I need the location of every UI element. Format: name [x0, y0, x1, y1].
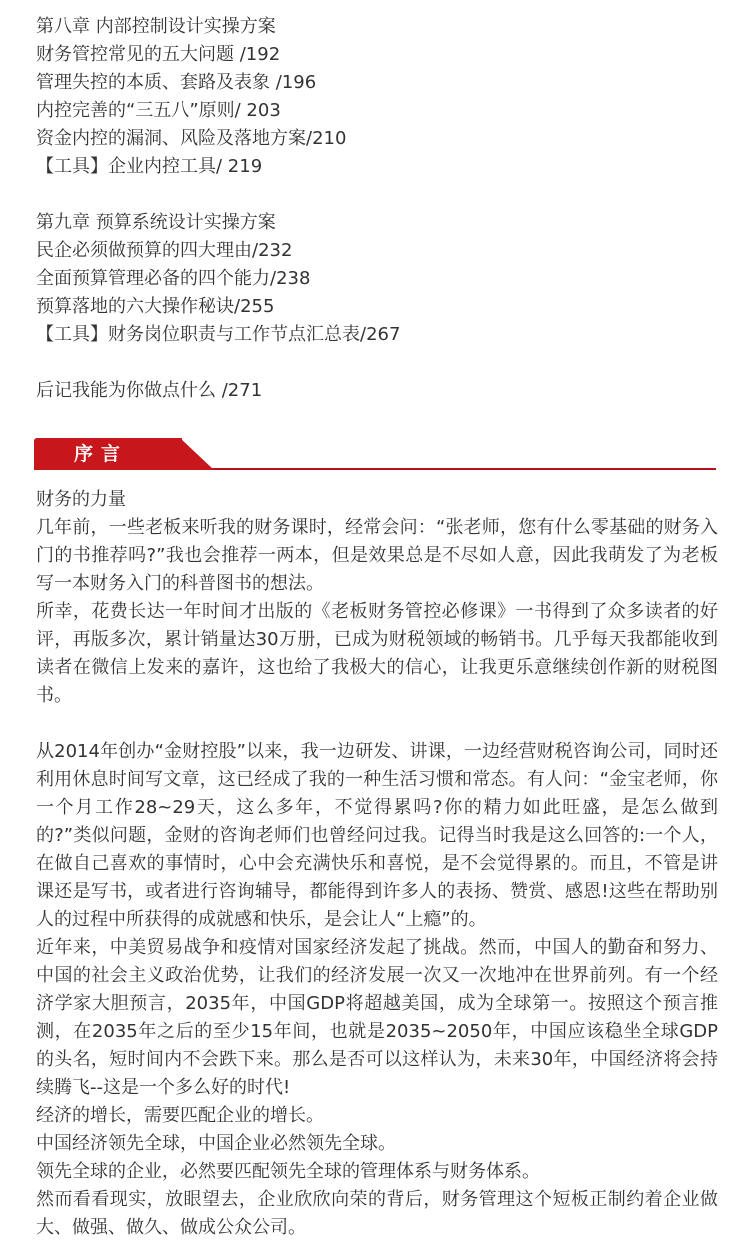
paragraph: 领先全球的企业，必然要匹配领先全球的管理体系与财务体系。 — [36, 1161, 540, 1182]
toc-item: 管理失控的本质、套路及表象 /196 — [36, 72, 317, 93]
toc-item: 【工具】财务岗位职责与工作节点汇总表/267 — [36, 324, 401, 345]
paragraph: 从2014年创办“金财控股”以来，我一边研发、讲课，一边经营财税咨询公司，同时还利用休息时间写文章，这已经成了我的一种生活习惯和常态。有人问：“金宝老师，你一个月工作28~29天，这么多年，不觉得累吗?你的精力如此旺盛，是怎么做到的?”类似问题，金财的咨询老师们也曾经问过我。记得当时我是这么回答的:一个人，在做自己喜欢的事情时，心中会充满快乐和喜悦，是不会觉得累的。而且，不管是讲课还是写书，或者进行咨询辅导，都能得到许多人的表扬、赞赏、感恩!这些在帮助别人的过程中所获得的成就感和快乐，是会让人“上瘾”的。 — [36, 741, 718, 930]
preface-body — [36, 486, 718, 1242]
paragraph: 所幸，花费长达一年时间才出版的《老板财务管控必修课》一书得到了众多读者的好评，再版多次，累计销量达30万册，已成为财税领域的畅销书。几乎每天我都能收到读者在微信上发来的嘉许，这也给了我极大的信心，让我更乐意继续创作新的财税图书。 — [36, 601, 718, 706]
paragraph-spacer — [36, 710, 718, 738]
toc-chapter-8-title: 第八章 内部控制设计实操方案 — [36, 16, 276, 37]
paragraph: 然而看看现实，放眼望去，企业欣欣向荣的背后，财务管理这个短板正制约着企业做大、做强、做久、做成公众公司。 — [36, 1189, 718, 1238]
toc-item: 【工具】企业内控工具/ 219 — [36, 156, 263, 177]
section-header — [34, 438, 716, 471]
toc-chapter-9-title: 第九章 预算系统设计实操方案 — [36, 212, 276, 233]
paragraph: 经济的增长，需要匹配企业的增长。 — [36, 1105, 324, 1126]
table-of-contents — [36, 13, 716, 405]
toc-item: 民企必须做预算的四大理由/232 — [36, 240, 293, 261]
paragraph: 几年前，一些老板来听我的财务课时，经常会问：“张老师，您有什么零基础的财务入门的书推荐吗?”我也会推荐一两本，但是效果总是不尽如人意，因此我萌发了为老板写一本财务入门的科普图书的想法。 — [36, 517, 718, 594]
preface-heading: 财务的力量 — [36, 489, 126, 510]
section-title: 序言 — [74, 443, 129, 465]
toc-item: 预算落地的六大操作秘诀/255 — [36, 296, 275, 317]
paragraph: 近年来，中美贸易战争和疫情对国家经济发起了挑战。然而，中国人的勤奋和努力、中国的社会主义政治优势，让我们的经济发展一次又一次地冲在世界前列。有一个经济学家大胆预言，2035年，中国GDP将超越美国，成为全球第一。按照这个预言推测，在2035年之后的至少15年间，也就是2035~2050年，中国应该稳坐全球GDP的头名，短时间内不会跌下来。那么是否可以这样认为，未来30年，中国经济将会持续腾飞--这是一个多么好的时代! — [36, 937, 718, 1098]
toc-spacer — [36, 349, 716, 377]
toc-item: 资金内控的漏洞、风险及落地方案/210 — [36, 128, 347, 149]
toc-item: 财务管控常见的五大问题 /192 — [36, 44, 281, 65]
toc-item: 内控完善的“三五八”原则/ 203 — [36, 100, 281, 121]
toc-item: 全面预算管理必备的四个能力/238 — [36, 268, 311, 289]
toc-spacer — [36, 181, 716, 209]
paragraph: 中国经济领先全球，中国企业必然领先全球。 — [36, 1133, 396, 1154]
toc-afterword: 后记我能为你做点什么 /271 — [36, 380, 263, 401]
